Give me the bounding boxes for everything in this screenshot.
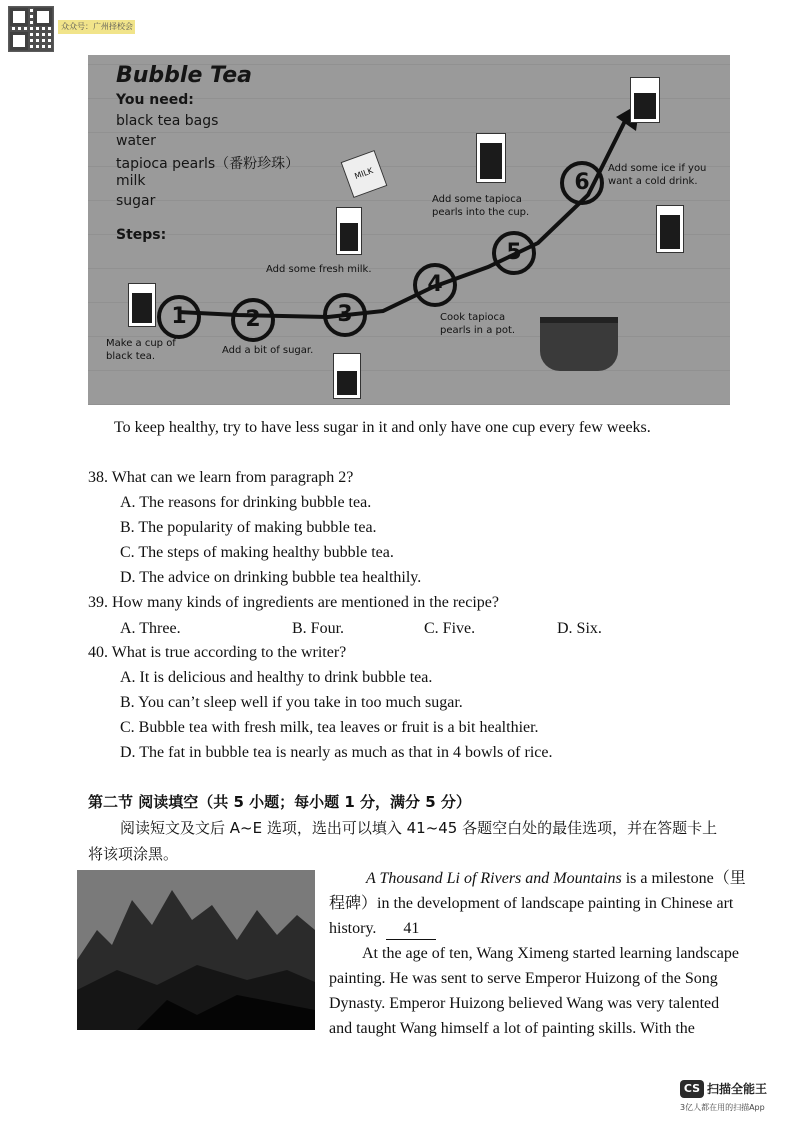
step-2-caption: Add a bit of sugar. — [222, 345, 314, 356]
q40-option-c: C. Bubble tea with fresh milk, tea leaves or fruit is a bit healthier. — [120, 719, 539, 736]
steps-label: Steps: — [116, 227, 167, 243]
header-banner: 众众号：广州择校会 — [58, 20, 135, 34]
step-5-circle: 5 — [492, 231, 536, 275]
section-2-instructions-cont: 将该项涂黑。 — [88, 845, 179, 863]
ingredient-item: black tea bags — [116, 113, 219, 129]
q40-option-a: A. It is delicious and healthy to drink bubble tea. — [120, 669, 433, 686]
passage-line-4: At the age of ten, Wang Ximeng started learning landscape — [362, 945, 739, 962]
painting-title: A Thousand Li of Rivers and Mountains — [366, 870, 622, 887]
q38-option-c: C. The steps of making healthy bubble tea. — [120, 544, 394, 561]
passage-line-3: history. 41 — [329, 919, 436, 940]
ingredient-item: tapioca pearls（番粉珍珠） — [116, 156, 300, 172]
recipe-title: Bubble Tea — [116, 63, 252, 88]
passage-line-1: A Thousand Li of Rivers and Mountains is a milestone（里 — [366, 870, 746, 887]
blank-41: 41 — [386, 919, 436, 940]
ingredient-item: water — [116, 133, 156, 149]
milk-carton-icon: MILK — [341, 150, 388, 198]
q39-option-a: A. Three. — [120, 620, 181, 637]
question-39-stem: 39. How many kinds of ingredients are mentioned in the recipe? — [88, 594, 499, 611]
q38-option-b: B. The popularity of making bubble tea. — [120, 519, 377, 536]
step-3-circle: 3 — [323, 293, 367, 337]
question-40-stem: 40. What is true according to the writer? — [88, 644, 347, 661]
sugar-cup-icon — [333, 353, 361, 399]
pot-icon — [540, 317, 618, 371]
step-5-caption: Add some tapioca pearls into the cup. — [432, 194, 530, 218]
section-2-heading: 第二节 阅读填空（共 5 小题；每小题 1 分，满分 5 分） — [88, 793, 471, 811]
tea-cup-icon — [476, 133, 506, 183]
step-1-circle: 1 — [157, 295, 201, 339]
q40-option-d: D. The fat in bubble tea is nearly as much as that in 4 bowls of rice. — [120, 744, 553, 761]
step-1-caption: Make a cup of black tea. — [106, 338, 176, 362]
recipe-image — [88, 55, 730, 405]
q38-option-a: A. The reasons for drinking bubble tea. — [120, 494, 372, 511]
bubble-tea-cup-icon — [630, 77, 660, 123]
black-tea-cup-icon — [128, 283, 156, 327]
ingredient-item: milk — [116, 173, 146, 189]
qr-code — [8, 6, 54, 52]
section-2-instructions: 阅读短文及文后 A~E 选项，选出可以填入 41~45 各题空白处的最佳选项，并在答题卡上 — [120, 819, 718, 837]
q39-option-b: B. Four. — [292, 620, 345, 637]
passage-line-7: and taught Wang himself a lot of painting skills. With the — [329, 1020, 695, 1037]
question-38-stem: 38. What can we learn from paragraph 2? — [88, 469, 354, 486]
passage-line-5: painting. He was sent to serve Emperor Huizong of the Song — [329, 970, 718, 987]
camscanner-logo-icon: CS — [680, 1080, 704, 1098]
advice-text: To keep healthy, try to have less sugar in it and only have one cup every few weeks. — [114, 419, 651, 436]
q39-option-c: C. Five. — [424, 620, 476, 637]
q39-option-d: D. Six. — [557, 620, 602, 637]
app-name: 扫描全能王 — [707, 1082, 768, 1096]
step-4-circle: 4 — [413, 263, 457, 307]
ingredient-item: sugar — [116, 193, 156, 209]
passage-line-2: 程碑）in the development of landscape painting in Chinese art — [329, 895, 734, 912]
mountain-illustration — [77, 870, 315, 1030]
step-3-caption: Add some fresh milk. — [266, 264, 372, 275]
landscape-painting-image — [77, 870, 315, 1030]
iced-tea-cup-icon — [656, 205, 684, 253]
step-2-circle: 2 — [231, 298, 275, 342]
step-6-circle: 6 — [560, 161, 604, 205]
step-4-caption: Cook tapioca pearls in a pot. — [440, 312, 516, 336]
milk-cup-icon — [336, 207, 362, 255]
you-need-label: You need: — [116, 92, 194, 108]
q40-option-b: B. You can’t sleep well if you take in too much sugar. — [120, 694, 463, 711]
app-tagline: 3亿人都在用的扫描App — [680, 1103, 765, 1112]
q38-option-d: D. The advice on drinking bubble tea healthily. — [120, 569, 422, 586]
passage-line-6: Dynasty. Emperor Huizong believed Wang was very talented — [329, 995, 720, 1012]
step-6-caption: Add some ice if you want a cold drink. — [608, 163, 707, 187]
